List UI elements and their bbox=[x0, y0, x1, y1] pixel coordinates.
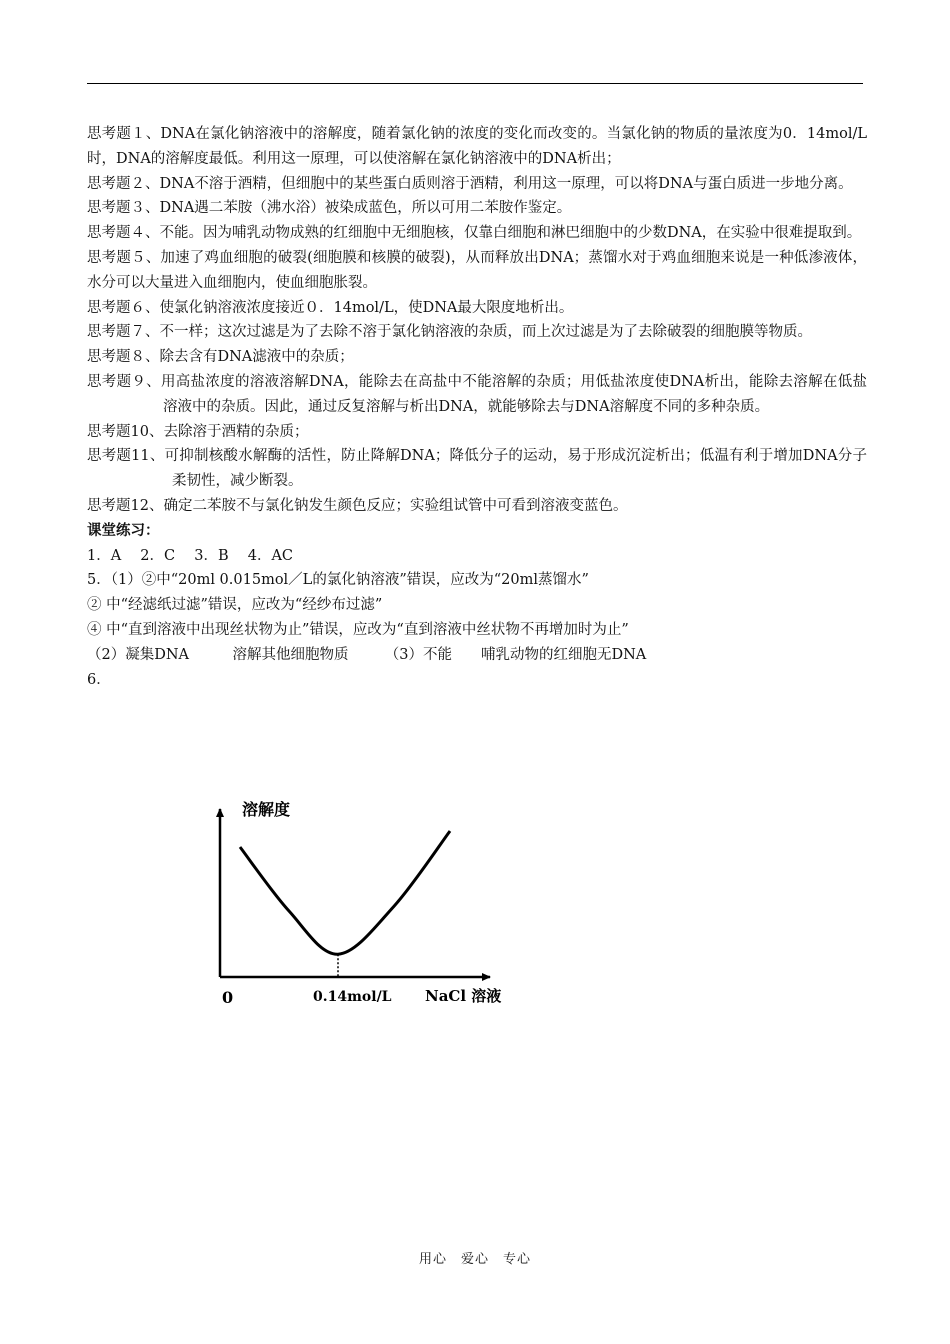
header-rule bbox=[87, 83, 863, 84]
practice-heading: 课堂练习： bbox=[87, 522, 160, 539]
question-4: 思考题４、不能。因为哺乳动物成熟的红细胞中无细胞核，仅靠白细胞和淋巴细胞中的少数DNA，在实验中很难提取到。 bbox=[87, 225, 862, 242]
origin-label: 0 bbox=[222, 988, 234, 1007]
min-tick-label: 0.14mol/L bbox=[313, 989, 392, 1005]
y-axis-label: 溶解度 bbox=[242, 800, 291, 819]
question-10: 思考题10、去除溶于酒精的杂质； bbox=[87, 423, 309, 440]
answer-line-3: ② 中“经滤纸过滤”错误，应改为“经纱布过滤” bbox=[87, 597, 383, 614]
x-axis-label: NaCl 溶液 bbox=[425, 987, 502, 1005]
solubility-graph bbox=[200, 795, 520, 1010]
question-5: 思考题５、加速了鸡血细胞的破裂(细胞膜和核膜的破裂)，从而释放出DNA；蒸馏水对于鸡血细胞来说是一种低渗液体，水分可以大量进入血细胞内，使血细胞胀裂。 bbox=[87, 249, 867, 291]
document-body bbox=[87, 122, 867, 692]
question-12: 思考题12、确定二苯胺不与氯化钠发生颜色反应；实验组试管中可看到溶液变蓝色。 bbox=[87, 497, 628, 514]
answer-line-4: ④ 中“直到溶液中出现丝状物为止”错误，应改为“直到溶液中丝状物不再增加时为止” bbox=[87, 621, 629, 638]
question-7: 思考题７、不一样；这次过滤是为了去除不溶于氯化钠溶液的杂质，而上次过滤是为了去除破裂的细胞膜等物质。 bbox=[87, 324, 812, 341]
answer-line-1: 1．A 2．C 3．B 4．AC bbox=[87, 547, 294, 564]
question-1: 思考题１、DNA在氯化钠溶液中的溶解度，随着氯化钠的浓度的变化而改变的。当氯化钠的物质的量浓度为0．14mol/L时，DNA的溶解度最低。利用这一原理，可以使溶解在氯化钠溶液中的DNA析出； bbox=[87, 126, 867, 167]
page-footer: 用心 爱心 专心 bbox=[418, 1252, 531, 1267]
question-2: 思考题２、DNA不溶于酒精，但细胞中的某些蛋白质则溶于酒精，利用这一原理，可以将DNA与蛋白质进一步地分离。 bbox=[87, 175, 853, 192]
question-9: 思考题９、用高盐浓度的溶液溶解DNA，能除去在高盐中不能溶解的杂质；用低盐浓度使DNA析出，能除去溶解在低盐溶液中的杂质。因此，通过反复溶解与析出DNA，就能够除去与DNA溶解度不同的多种杂质。 bbox=[87, 373, 867, 415]
answer-line-6: 6． bbox=[87, 671, 111, 688]
answer-line-5: （2）凝集DNA 溶解其他细胞物质 （3）不能 哺乳动物的红细胞无DNA bbox=[87, 646, 647, 663]
solubility-curve bbox=[240, 831, 450, 954]
question-3: 思考题３、DNA遇二苯胺（沸水浴）被染成蓝色，所以可用二苯胺作鉴定。 bbox=[87, 200, 572, 217]
question-6: 思考题６、使氯化钠溶液浓度接近０．14mol/L，使DNA最大限度地析出。 bbox=[87, 299, 574, 316]
question-8: 思考题８、除去含有DNA滤液中的杂质； bbox=[87, 349, 354, 366]
question-11: 思考题11、可抑制核酸水解酶的活性，防止降解DNA；降低分子的运动，易于形成沉淀析出；低温有利于增加DNA分子柔韧性，减少断裂。 bbox=[87, 448, 867, 490]
answer-line-2: 5．（1）②中“20ml 0.015mol／L的氯化钠溶液”错误，应改为“20ml蒸馏水” bbox=[87, 572, 589, 589]
